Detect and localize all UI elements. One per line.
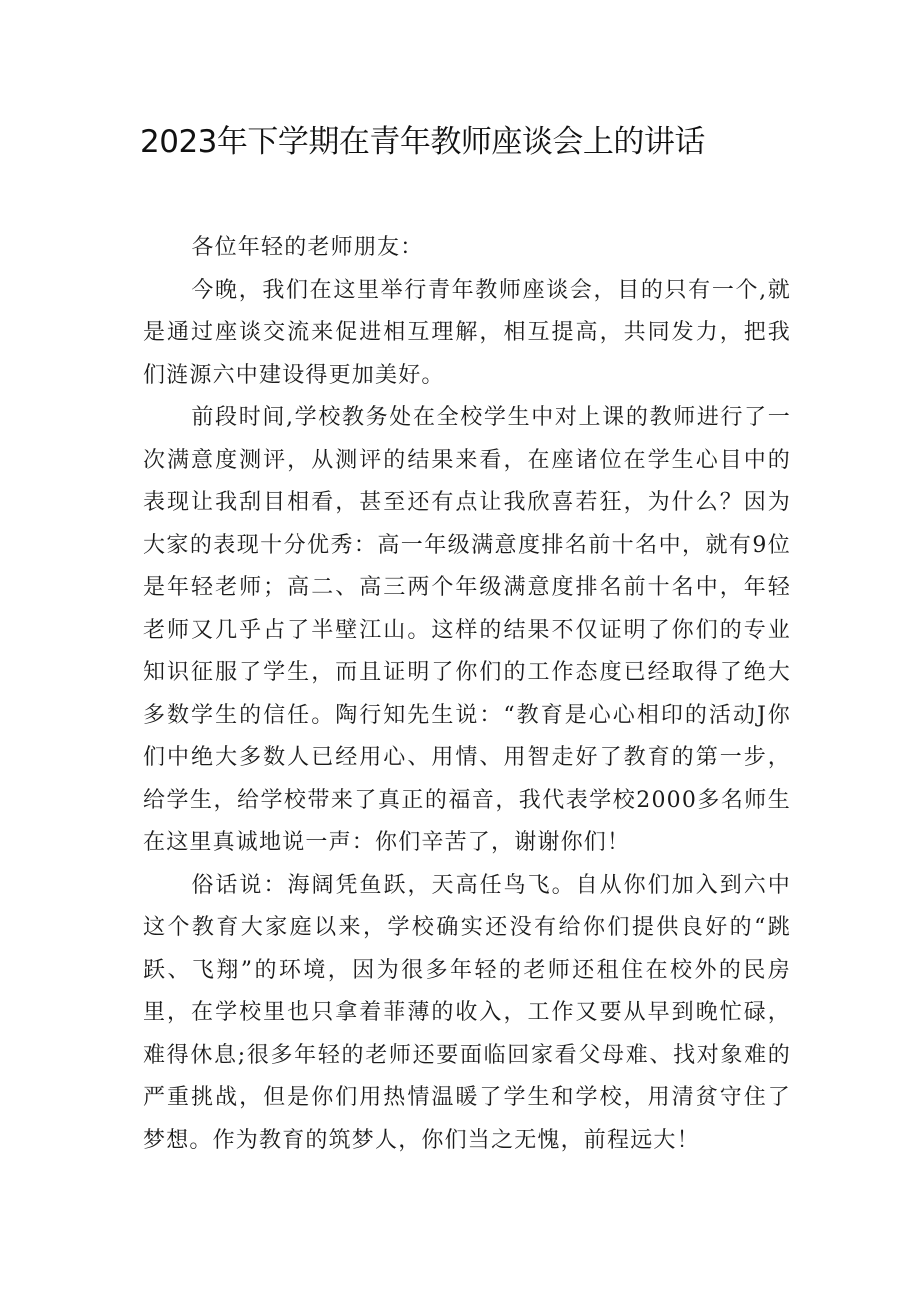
salutation-paragraph: 各位年轻的老师朋友：	[191, 235, 424, 260]
body-paragraph-3: 俗话说：海阔凭鱼跃，天高任鸟飞。自从你们加入到六中这个教育大家庭以来，学校确实还没有给你们提供良好的“跳跃、飞翔”的环境，因为很多年轻的老师还租住在校外的民房里，在学校里也只拿着菲薄的收入，工作又要从早到晚忙碌，难得休息;很多年轻的老师还要面临回家看父母难、找对象难的严重挑战，但是你们用热情温暖了学生和学校，用清贫守住了梦想。作为教育的筑梦人，你们当之无愧，前程远大！	[143, 872, 791, 1153]
document-title: 2023年下学期在青年教师座谈会上的讲话	[140, 124, 705, 160]
document-body	[143, 227, 791, 1162]
body-paragraph-1: 今晚，我们在这里举行青年教师座谈会，目的只有一个,就是通过座谈交流来促进相互理解，相互提高，共同发力，把我们涟源六中建设得更加美好。	[143, 277, 791, 388]
body-paragraph-2: 前段时间,学校教务处在全校学生中对上课的教师进行了一次满意度测评，从测评的结果来看，在座诸位在学生心目中的表现让我刮目相看，甚至还有点让我欣喜若狂，为什么？因为大家的表现十分优秀：高一年级满意度排名前十名中，就有9位是年轻老师；高二、高三两个年级满意度排名前十名中，年轻老师又几乎占了半壁江山。这样的结果不仅证明了你们的专业知识征服了学生，而且证明了你们的工作态度已经取得了绝大多数学生的信任。陶行知先生说：“教育是心心相印的活动J你们中绝大多数人已经用心、用情、用智走好了教育的第一步，给学生，给学校带来了真正的福音，我代表学校2000多名师生在这里真诚地说一声：你们辛苦了，谢谢你们！	[143, 405, 791, 855]
